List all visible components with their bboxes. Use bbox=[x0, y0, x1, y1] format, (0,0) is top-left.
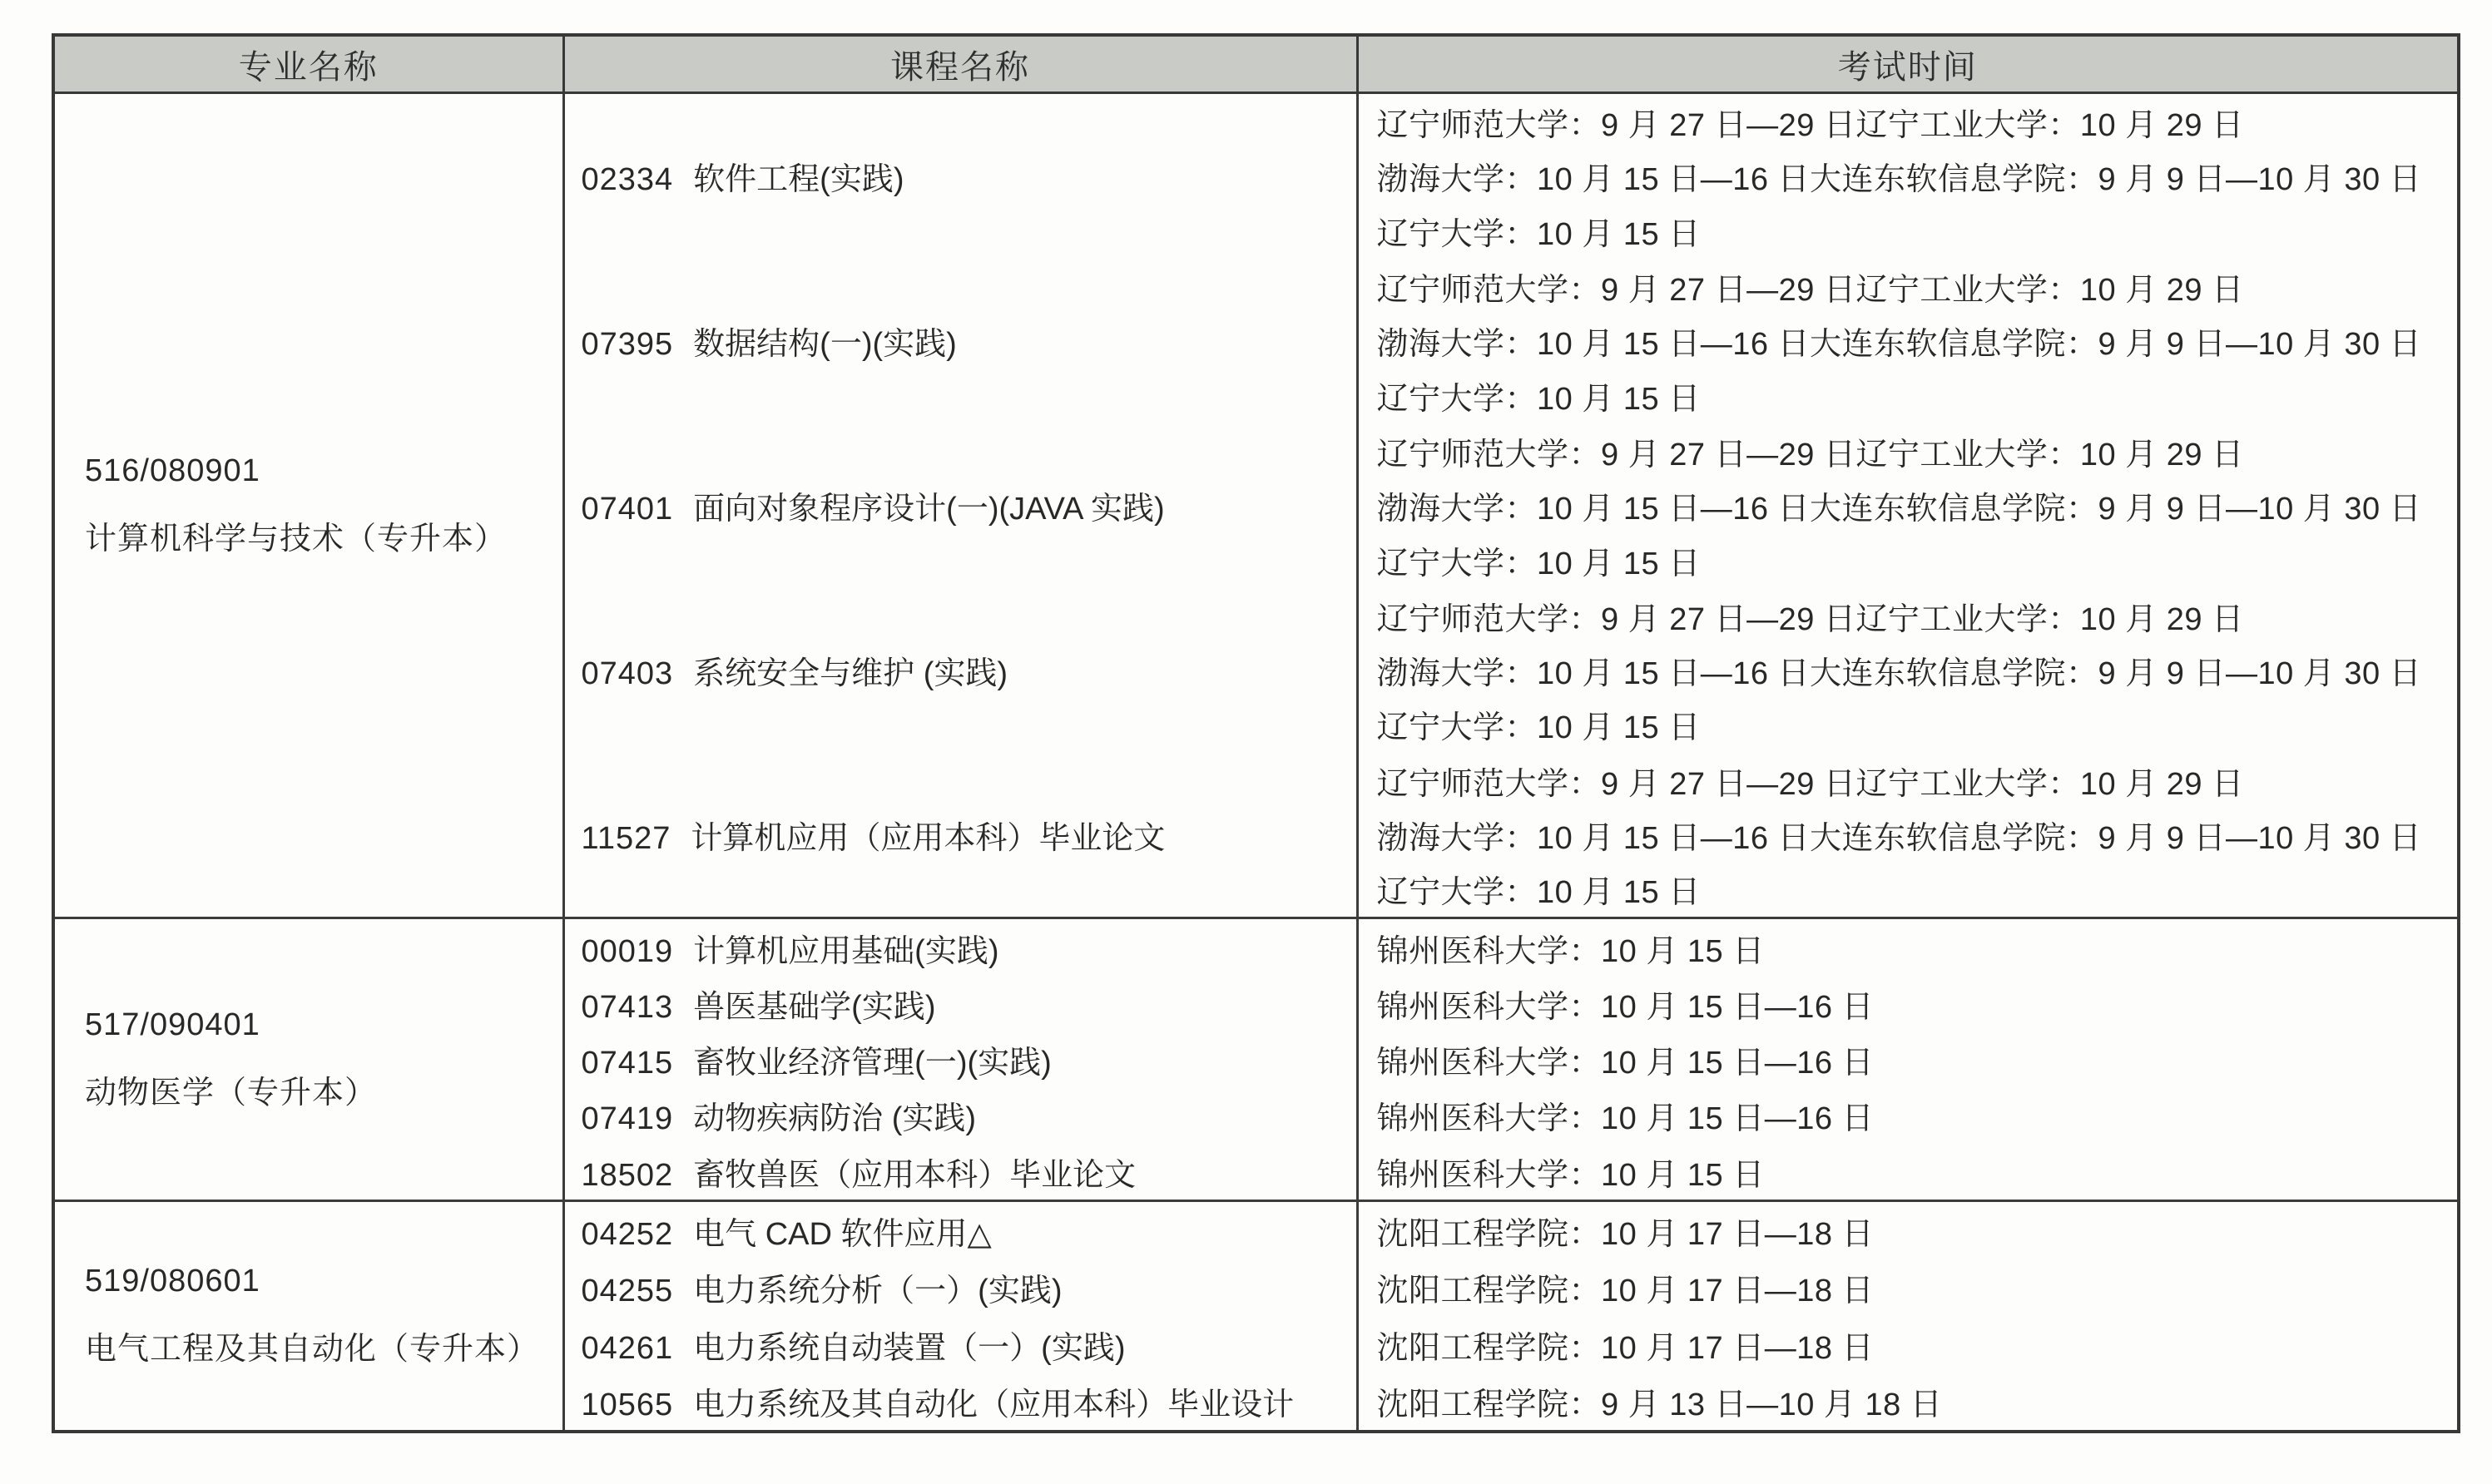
times-cell bbox=[1357, 918, 2459, 976]
course-cell bbox=[563, 259, 1357, 423]
time-line: 辽宁大学：10 月 15 日 bbox=[1376, 546, 1701, 581]
times-cell bbox=[1357, 259, 2459, 423]
column-header-exam-time: 考试时间 bbox=[1357, 35, 2459, 93]
course-name: 动物疾病防治 (实践) bbox=[693, 1101, 977, 1137]
course-cell bbox=[563, 423, 1357, 588]
course-code: 07403 bbox=[581, 656, 674, 692]
times-cell bbox=[1357, 1316, 2459, 1373]
major-name: 电气工程及其自动化（专升本） bbox=[85, 1331, 540, 1367]
course-code: 04261 bbox=[581, 1330, 674, 1366]
course-name: 电力系统自动装置（一）(实践) bbox=[693, 1330, 1126, 1366]
time-line: 锦州医科大学：10 月 15 日 bbox=[1376, 933, 1765, 969]
time-line: 辽宁大学：10 月 15 日 bbox=[1376, 216, 1701, 252]
major-name: 计算机科学与技术（专升本） bbox=[85, 521, 508, 556]
course-name: 系统安全与维护 (实践) bbox=[693, 656, 1008, 692]
course-code: 07415 bbox=[581, 1046, 674, 1081]
time-line: 锦州医科大学：10 月 15 日—16 日 bbox=[1376, 1101, 1875, 1137]
time-line: 辽宁师范大学：9 月 27 日—29 日辽宁工业大学：10 月 29 日 bbox=[1376, 273, 2244, 309]
times-cell bbox=[1357, 1259, 2459, 1316]
times-cell bbox=[1357, 93, 2459, 259]
time-line: 辽宁大学：10 月 15 日 bbox=[1376, 381, 1701, 417]
course-cell bbox=[563, 1316, 1357, 1373]
table-body bbox=[53, 93, 2459, 1432]
course-cell bbox=[563, 918, 1357, 976]
table-row bbox=[53, 918, 2459, 976]
times-cell bbox=[1357, 423, 2459, 588]
time-line: 渤海大学：10 月 15 日—16 日大连东软信息学院：9 月 9 日—10 月 30 日 bbox=[1376, 327, 2422, 363]
time-line: 辽宁师范大学：9 月 27 日—29 日辽宁工业大学：10 月 29 日 bbox=[1376, 108, 2244, 144]
course-code: 07401 bbox=[581, 492, 674, 527]
header-row bbox=[53, 35, 2459, 93]
time-line: 辽宁师范大学：9 月 27 日—29 日辽宁工业大学：10 月 29 日 bbox=[1376, 766, 2244, 802]
time-line: 锦州医科大学：10 月 15 日—16 日 bbox=[1376, 989, 1875, 1025]
time-line: 锦州医科大学：10 月 15 日—16 日 bbox=[1376, 1046, 1875, 1081]
times-cell bbox=[1357, 753, 2459, 918]
course-code: 07419 bbox=[581, 1101, 674, 1137]
time-line: 辽宁大学：10 月 15 日 bbox=[1376, 875, 1701, 911]
course-code: 02334 bbox=[581, 162, 674, 198]
course-code: 10565 bbox=[581, 1388, 674, 1423]
column-header-major: 专业名称 bbox=[53, 35, 563, 93]
major-cell bbox=[53, 1200, 563, 1432]
course-cell bbox=[563, 976, 1357, 1031]
times-cell bbox=[1357, 1200, 2459, 1259]
time-line: 渤海大学：10 月 15 日—16 日大连东软信息学院：9 月 9 日—10 月 30 日 bbox=[1376, 821, 2422, 856]
course-code: 00019 bbox=[581, 933, 674, 969]
exam-schedule-table bbox=[52, 33, 2460, 1433]
course-name: 计算机应用基础(实践) bbox=[693, 933, 999, 969]
course-name: 畜牧业经济管理(一)(实践) bbox=[693, 1046, 1052, 1081]
time-line: 沈阳工程学院：10 月 17 日—18 日 bbox=[1376, 1216, 1875, 1252]
time-line: 锦州医科大学：10 月 15 日 bbox=[1376, 1157, 1765, 1193]
course-code: 07413 bbox=[581, 989, 674, 1025]
course-name: 软件工程(实践) bbox=[693, 162, 904, 198]
time-line: 沈阳工程学院：10 月 17 日—18 日 bbox=[1376, 1274, 1875, 1309]
course-name: 畜牧兽医（应用本科）毕业论文 bbox=[693, 1157, 1137, 1193]
times-cell bbox=[1357, 1144, 2459, 1201]
course-name: 电力系统分析（一）(实践) bbox=[693, 1274, 1063, 1309]
times-cell bbox=[1357, 588, 2459, 753]
course-code: 04252 bbox=[581, 1216, 674, 1252]
time-line: 辽宁师范大学：9 月 27 日—29 日辽宁工业大学：10 月 29 日 bbox=[1376, 601, 2244, 637]
course-code: 04255 bbox=[581, 1274, 674, 1309]
course-cell bbox=[563, 1144, 1357, 1201]
time-line: 渤海大学：10 月 15 日—16 日大连东软信息学院：9 月 9 日—10 月 30 日 bbox=[1376, 656, 2422, 692]
table-row bbox=[53, 93, 2459, 259]
time-line: 渤海大学：10 月 15 日—16 日大连东软信息学院：9 月 9 日—10 月 30 日 bbox=[1376, 492, 2422, 527]
times-cell bbox=[1357, 1087, 2459, 1143]
course-name: 面向对象程序设计(一)(JAVA 实践) bbox=[693, 492, 1165, 527]
course-cell bbox=[563, 1373, 1357, 1432]
major-name: 动物医学（专升本） bbox=[85, 1075, 378, 1111]
course-code: 07395 bbox=[581, 327, 674, 363]
time-line: 辽宁师范大学：9 月 27 日—29 日辽宁工业大学：10 月 29 日 bbox=[1376, 437, 2244, 472]
times-cell bbox=[1357, 976, 2459, 1031]
course-cell bbox=[563, 1259, 1357, 1316]
course-cell bbox=[563, 93, 1357, 259]
course-cell bbox=[563, 1087, 1357, 1143]
course-cell bbox=[563, 1031, 1357, 1087]
time-line: 沈阳工程学院：9 月 13 日—10 月 18 日 bbox=[1376, 1388, 1943, 1423]
course-cell bbox=[563, 753, 1357, 918]
major-code: 519/080601 bbox=[85, 1263, 260, 1298]
major-cell bbox=[53, 93, 563, 918]
course-cell bbox=[563, 1200, 1357, 1259]
times-cell bbox=[1357, 1373, 2459, 1432]
course-name: 电力系统及其自动化（应用本科）毕业设计 bbox=[693, 1388, 1295, 1423]
time-line: 沈阳工程学院：10 月 17 日—18 日 bbox=[1376, 1330, 1875, 1366]
course-name: 数据结构(一)(实践) bbox=[693, 327, 957, 363]
time-line: 辽宁大学：10 月 15 日 bbox=[1376, 710, 1701, 746]
course-name: 兽医基础学(实践) bbox=[693, 989, 936, 1025]
major-cell bbox=[53, 918, 563, 1200]
major-code: 516/080901 bbox=[85, 453, 260, 488]
course-code: 18502 bbox=[581, 1157, 674, 1193]
column-header-course: 课程名称 bbox=[563, 35, 1357, 93]
major-code: 517/090401 bbox=[85, 1007, 260, 1042]
course-name: 计算机应用（应用本科）毕业论文 bbox=[691, 821, 1166, 856]
course-name: 电气 CAD 软件应用△ bbox=[693, 1216, 992, 1252]
course-code: 11527 bbox=[581, 821, 671, 856]
table-row bbox=[53, 1200, 2459, 1259]
course-cell bbox=[563, 588, 1357, 753]
time-line: 渤海大学：10 月 15 日—16 日大连东软信息学院：9 月 9 日—10 月 30 日 bbox=[1376, 162, 2422, 198]
times-cell bbox=[1357, 1031, 2459, 1087]
